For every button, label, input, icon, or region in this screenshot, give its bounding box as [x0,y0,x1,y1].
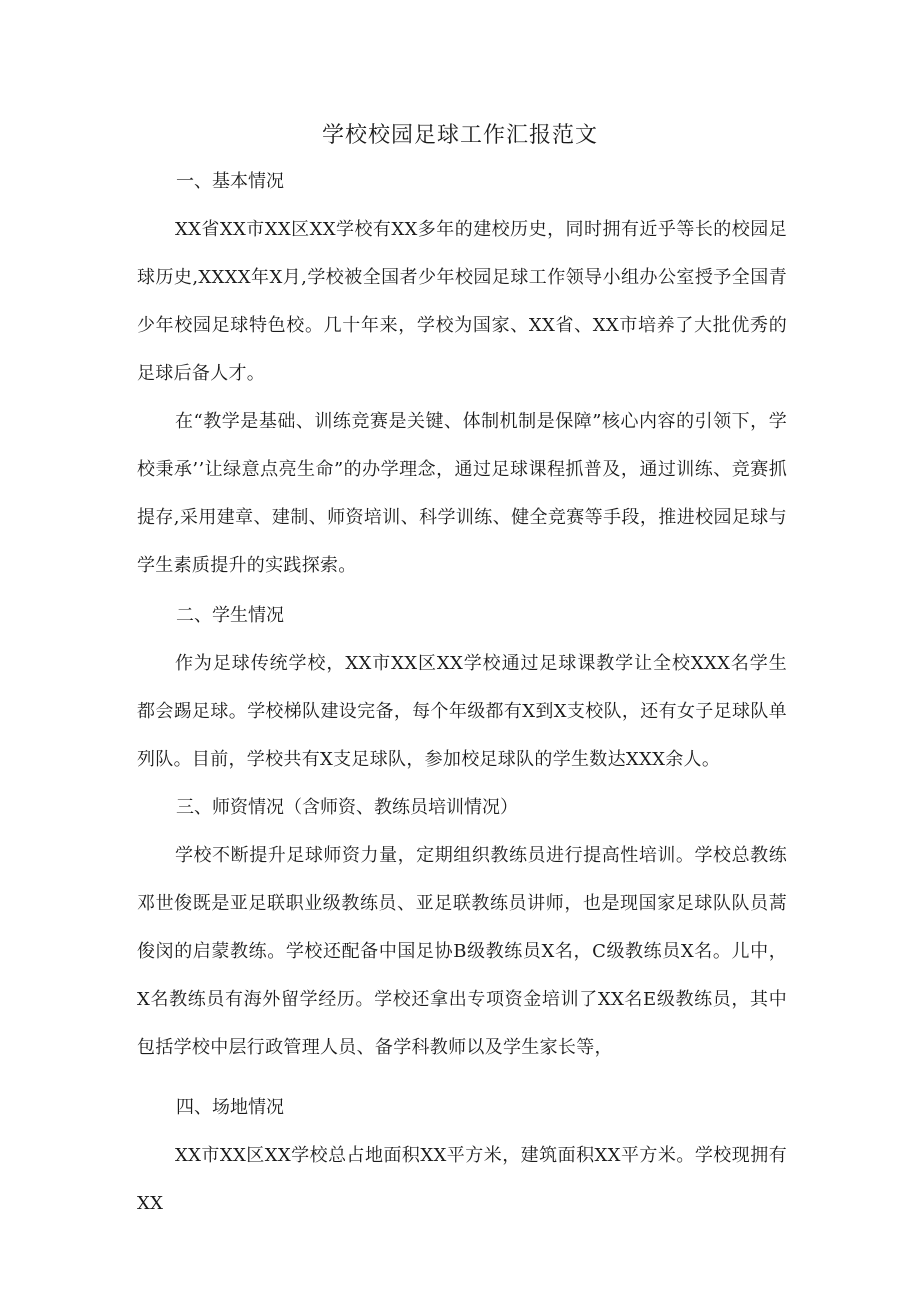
document-title: 学校校园足球工作汇报范文 [321,123,598,148]
section-heading-basic-info: 一、基本情况 [176,171,284,192]
paragraph-basic-info-2: 在“教学是基础、训练竞赛是关键、体制机制是保障”核心内容的引领下，学校秉承’’让绿意点亮生命”的办学理念，通过足球课程抓普及，通过训练、竞赛抓提存,采用建章、建制、师资培训、科学训练、健全竞赛等手段，推进校园足球与学生素质提升的实践探索。 [137,411,787,576]
paragraph-students: 作为足球传统学校，XX市XX区XX学校通过足球课教学让全校XXX名学生都会踢足球。学校梯队建设完备，每个年级都有X到X支校队，还有女子足球队单列队。目前，学校共有X支足球队，参加校足球队的学生数达XXX余人。 [137,653,787,770]
paragraph-basic-info-1: XX省XX市XX区XX学校有XX多年的建校历史，同时拥有近乎等长的校园足球历史,XXXX年X月,学校被全国者少年校园足球工作领导小组办公室授予全国青少年校园足球特色校。几十年来，学校为国家、XX省、XX市培养了大批优秀的足球后备人才。 [137,219,787,384]
section-heading-students: 二、学生情况 [176,605,284,626]
section-heading-teachers: 三、师资情况（含师资、教练员培训情况） [176,797,518,818]
paragraph-venue: XX市XX区XX学校总占地面积XX平方米，建筑面积XX平方米。学校现拥有XX [137,1145,787,1214]
paragraph-teachers: 学校不断提升足球师资力量，定期组织教练员进行提高性培训。学校总教练邓世俊既是亚足联职业级教练员、亚足联教练员讲师，也是现国家足球队队员蒿俊闵的启蒙教练。学校还配备中国足协B级教练员X名，C级教练员X名。儿中，X名教练员有海外留学经历。学校还拿出专项资金培训了XX名E级教练员，其中包括学校中层行政管理人员、备学科教师以及学生家长等， [137,845,787,1058]
section-heading-venue: 四、场地情况 [176,1097,284,1118]
